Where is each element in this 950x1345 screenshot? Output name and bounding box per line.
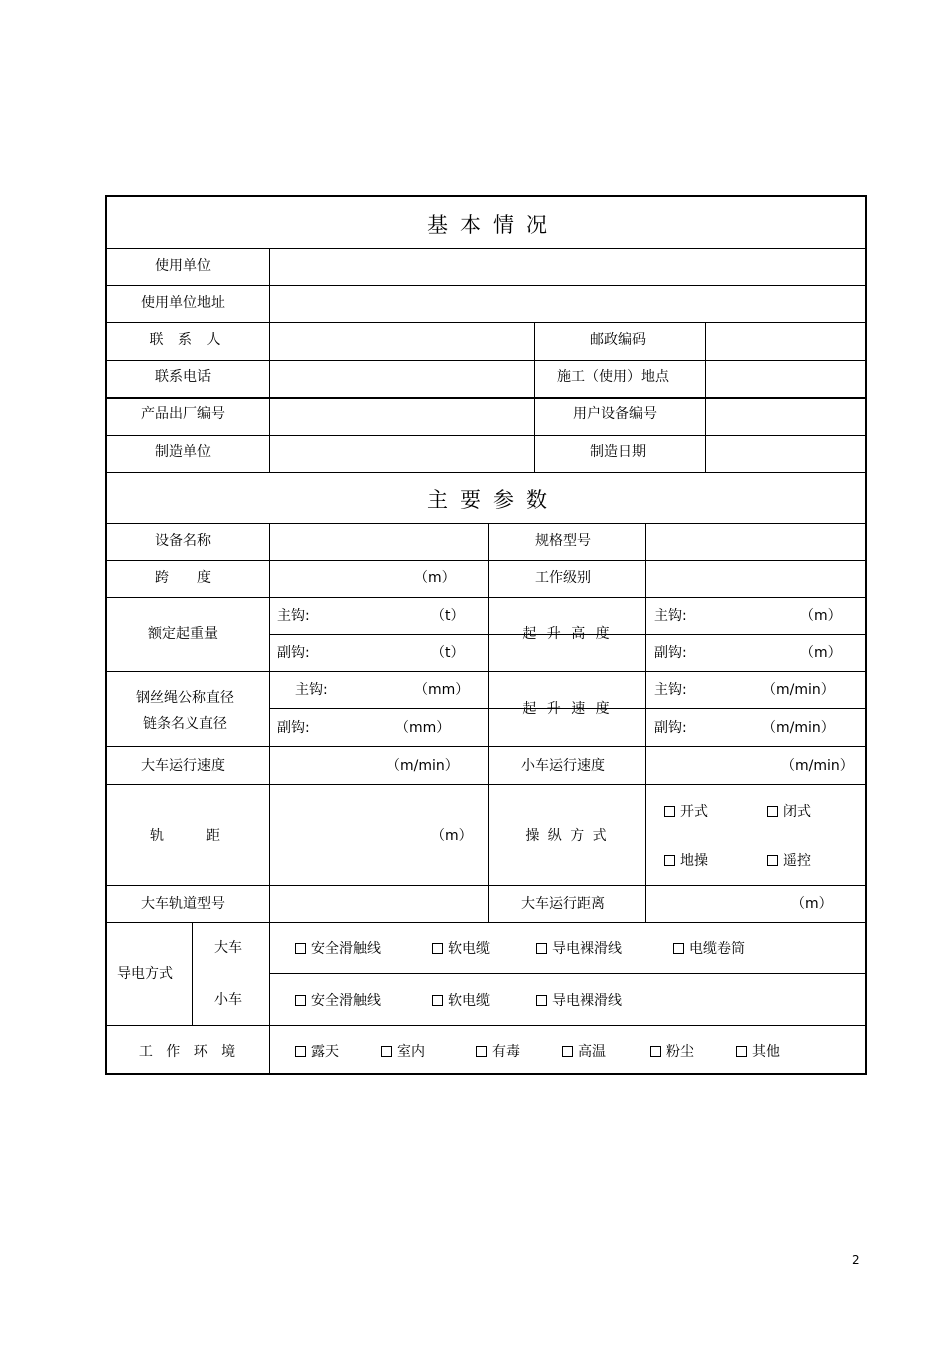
col-divider xyxy=(269,397,270,472)
trolley-soft-cable-option[interactable]: 软电缆 xyxy=(432,992,490,1010)
user-unit-label: 使用单位 xyxy=(155,258,211,274)
row-divider xyxy=(107,885,865,886)
row-divider xyxy=(107,597,865,598)
env-dust-option[interactable]: 粉尘 xyxy=(650,1043,694,1061)
col-divider xyxy=(192,922,193,1025)
crane-bare-slide-option[interactable]: 导电裸滑线 xyxy=(536,940,622,958)
checkbox-icon[interactable] xyxy=(476,1046,487,1057)
row-divider xyxy=(107,746,865,747)
crane-power-label: 大车 xyxy=(214,940,242,956)
site-label: 施工（使用）地点 xyxy=(557,369,669,385)
checkbox-icon[interactable] xyxy=(381,1046,392,1057)
row-divider xyxy=(107,671,865,672)
model-label: 规格型号 xyxy=(535,533,591,549)
span-unit: （m） xyxy=(414,570,456,586)
factory-no-label: 产品出厂编号 xyxy=(141,406,225,422)
env-label: 工 作 环 境 xyxy=(138,1044,236,1060)
checkbox-icon[interactable] xyxy=(664,806,675,817)
row-divider xyxy=(107,784,865,785)
height-main-unit: （m） xyxy=(800,608,842,624)
work-class-label: 工作级别 xyxy=(535,570,591,586)
env-open-option[interactable]: 露天 xyxy=(295,1043,339,1061)
row-divider xyxy=(107,322,865,323)
crane-safe-slide-option[interactable]: 安全滑触线 xyxy=(295,940,381,958)
lift-height-label: 起 升 高 度 xyxy=(522,626,610,642)
rope-main-unit: （mm） xyxy=(414,682,470,698)
col-divider xyxy=(269,248,270,397)
checkbox-icon[interactable] xyxy=(536,943,547,954)
checkbox-icon[interactable] xyxy=(295,995,306,1006)
checkbox-icon[interactable] xyxy=(432,943,443,954)
row-divider xyxy=(107,397,865,399)
speed-aux-unit: （m/min） xyxy=(762,720,835,736)
rated-aux-unit: （t） xyxy=(431,645,465,661)
crane-soft-cable-option[interactable]: 软电缆 xyxy=(432,940,490,958)
phone-label: 联系电话 xyxy=(155,369,211,385)
checkbox-icon[interactable] xyxy=(295,1046,306,1057)
op-open-option[interactable]: 开式 xyxy=(664,803,708,821)
env-hot-option[interactable]: 高温 xyxy=(562,1043,606,1061)
row-divider xyxy=(107,560,865,561)
checkbox-icon[interactable] xyxy=(664,855,675,866)
col-divider xyxy=(705,322,706,472)
height-main-hook-label: 主钩: xyxy=(654,608,687,624)
rated-load-label: 额定起重量 xyxy=(148,626,218,642)
trolley-bare-slide-option[interactable]: 导电裸滑线 xyxy=(536,992,622,1010)
crane-speed-unit: （m/min） xyxy=(386,758,459,774)
power-mode-label: 导电方式 xyxy=(117,966,173,982)
col-divider xyxy=(269,523,270,1073)
rail-gauge-label: 轨 距 xyxy=(150,828,220,844)
col-divider xyxy=(645,523,646,922)
trolley-power-label: 小车 xyxy=(214,992,242,1008)
span-label: 跨 度 xyxy=(155,570,211,586)
checkbox-icon[interactable] xyxy=(536,995,547,1006)
main-params-title: 主要参数 xyxy=(427,488,559,512)
col-divider xyxy=(534,322,535,472)
chain-dia-label: 链条名义直径 xyxy=(143,716,227,732)
rope-aux-hook-label: 副钩: xyxy=(277,720,310,736)
equip-name-label: 设备名称 xyxy=(155,533,211,549)
col-divider xyxy=(488,523,489,922)
checkbox-icon[interactable] xyxy=(767,855,778,866)
rail-model-label: 大车轨道型号 xyxy=(141,896,225,912)
postcode-label: 邮政编码 xyxy=(590,332,646,348)
travel-dist-unit: （m） xyxy=(791,896,833,912)
contact-label: 联 系 人 xyxy=(149,332,221,348)
row-divider xyxy=(107,360,865,361)
op-ground-option[interactable]: 地操 xyxy=(664,852,708,870)
user-equip-no-label: 用户设备编号 xyxy=(573,406,657,422)
env-other-option[interactable]: 其他 xyxy=(736,1043,780,1061)
rated-aux-hook-label: 副钩: xyxy=(277,645,310,661)
travel-dist-label: 大车运行距离 xyxy=(521,896,605,912)
speed-aux-hook-label: 副钩: xyxy=(654,720,687,736)
page-number: 2 xyxy=(852,1253,860,1267)
manufacturer-label: 制造单位 xyxy=(155,444,211,460)
row-divider xyxy=(107,523,865,524)
speed-main-unit: （m/min） xyxy=(762,682,835,698)
rope-aux-unit: （mm） xyxy=(395,720,451,736)
trolley-speed-label: 小车运行速度 xyxy=(521,758,605,774)
crane-cable-reel-option[interactable]: 电缆卷筒 xyxy=(673,940,745,958)
equipment-info-form xyxy=(105,195,867,1075)
rope-dia-label: 钢丝绳公称直径 xyxy=(136,690,234,706)
user-address-label: 使用单位地址 xyxy=(141,295,225,311)
row-divider xyxy=(107,922,865,923)
rated-main-hook-label: 主钩: xyxy=(277,608,310,624)
speed-main-hook-label: 主钩: xyxy=(654,682,687,698)
lift-speed-label: 起 升 速 度 xyxy=(522,701,610,717)
env-indoor-option[interactable]: 室内 xyxy=(381,1043,425,1061)
operation-label: 操 纵 方 式 xyxy=(525,828,607,844)
trolley-safe-slide-option[interactable]: 安全滑触线 xyxy=(295,992,381,1010)
rated-main-unit: （t） xyxy=(431,608,465,624)
rope-main-hook-label: 主钩: xyxy=(295,682,328,698)
crane-speed-label: 大车运行速度 xyxy=(141,758,225,774)
row-divider xyxy=(107,248,865,249)
checkbox-icon[interactable] xyxy=(562,1046,573,1057)
basic-info-title: 基本情况 xyxy=(427,213,559,237)
row-divider xyxy=(269,973,865,974)
checkbox-icon[interactable] xyxy=(736,1046,747,1057)
rail-gauge-unit: （m） xyxy=(431,828,473,844)
row-divider xyxy=(107,1025,865,1026)
env-toxic-option[interactable]: 有毒 xyxy=(476,1043,520,1061)
height-aux-hook-label: 副钩: xyxy=(654,645,687,661)
checkbox-icon[interactable] xyxy=(673,943,684,954)
row-divider xyxy=(107,435,865,436)
height-aux-unit: （m） xyxy=(800,645,842,661)
checkbox-icon[interactable] xyxy=(432,995,443,1006)
row-divider xyxy=(107,472,865,473)
row-divider xyxy=(107,285,865,286)
op-remote-option[interactable]: 遥控 xyxy=(767,852,811,870)
checkbox-icon[interactable] xyxy=(767,806,778,817)
checkbox-icon[interactable] xyxy=(650,1046,661,1057)
checkbox-icon[interactable] xyxy=(295,943,306,954)
op-closed-option[interactable]: 闭式 xyxy=(767,803,811,821)
trolley-speed-unit: （m/min） xyxy=(781,758,854,774)
mfg-date-label: 制造日期 xyxy=(590,444,646,460)
